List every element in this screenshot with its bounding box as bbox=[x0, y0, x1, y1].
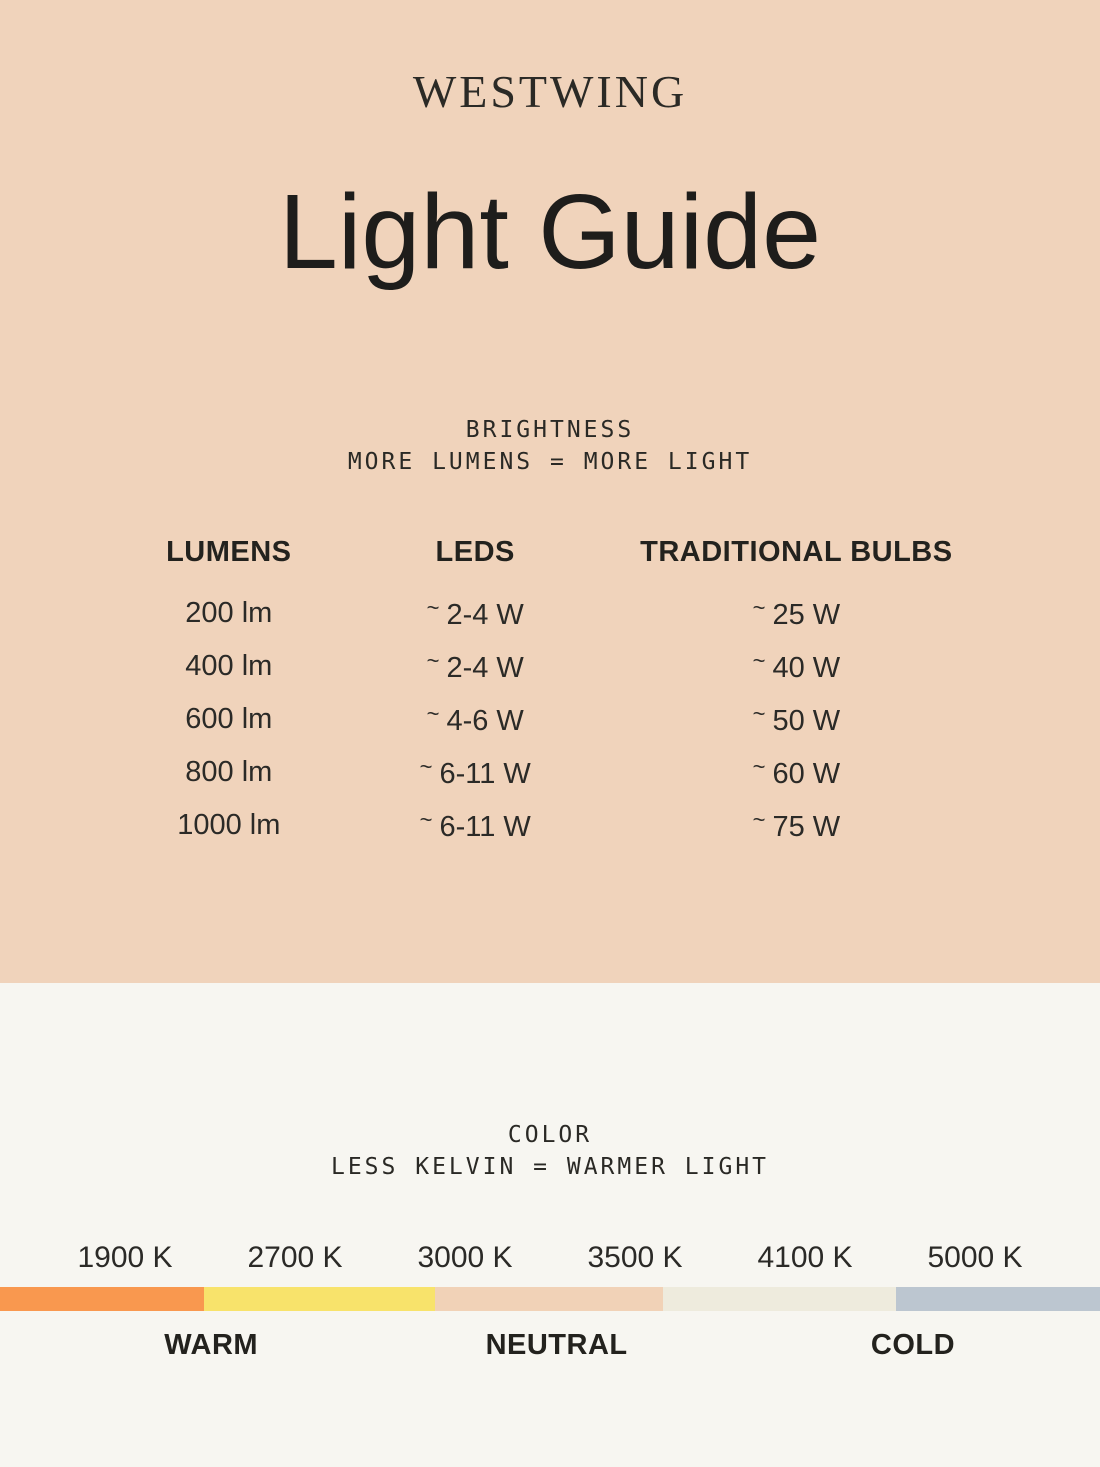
table-row bbox=[110, 799, 990, 852]
approx-symbol: ~ bbox=[752, 807, 766, 833]
kelvin-label: 2700 K bbox=[247, 1241, 343, 1274]
bulbs-value: ~ 60 W bbox=[752, 754, 841, 791]
leds-value: ~ 2-4 W bbox=[426, 648, 524, 685]
bulbs-value: ~ 40 W bbox=[752, 648, 841, 685]
col-header-leds: LEDS bbox=[435, 536, 515, 569]
bulbs-value: ~ 75 W bbox=[752, 807, 841, 844]
approx-symbol: ~ bbox=[752, 595, 766, 621]
col-header-traditional-bulbs: TRADITIONAL BULBS bbox=[640, 536, 953, 569]
kelvin-label: 3000 K bbox=[417, 1241, 513, 1274]
approx-symbol: ~ bbox=[419, 807, 433, 833]
kelvin-bar-segment-cold-blue bbox=[896, 1287, 1100, 1311]
color-heading: COLOR bbox=[507, 1122, 593, 1148]
bulbs-value: ~ 50 W bbox=[752, 701, 841, 738]
brightness-subheading: MORE LUMENS = MORE LIGHT bbox=[347, 449, 753, 476]
table-row bbox=[110, 746, 990, 799]
brand-logo: WESTWING bbox=[412, 66, 688, 117]
leds-value: ~ 6-11 W bbox=[419, 754, 531, 791]
kelvin-bar-segment-neutral-cream bbox=[663, 1287, 896, 1311]
color-section bbox=[0, 983, 1100, 1467]
approx-symbol: ~ bbox=[426, 701, 440, 727]
leds-value: ~ 6-11 W bbox=[419, 807, 531, 844]
leds-value: ~ 4-6 W bbox=[426, 701, 524, 738]
kelvin-label: 5000 K bbox=[927, 1241, 1023, 1274]
kelvin-bar-segment-neutral-peach bbox=[435, 1287, 664, 1311]
color-intro bbox=[0, 983, 1100, 1183]
zone-label-cold: COLD bbox=[870, 1329, 956, 1361]
lumens-value: 800 lm bbox=[185, 756, 273, 789]
kelvin-color-bar bbox=[0, 1287, 1100, 1311]
table-row bbox=[110, 640, 990, 693]
approx-symbol: ~ bbox=[426, 648, 440, 674]
approx-symbol: ~ bbox=[752, 648, 766, 674]
kelvin-label: 4100 K bbox=[757, 1241, 853, 1274]
kelvin-label: 3500 K bbox=[587, 1241, 683, 1274]
kelvin-bar-segment-warm-yellow bbox=[204, 1287, 435, 1311]
kelvin-bar-segment-warm-orange bbox=[0, 1287, 204, 1311]
brightness-heading: BRIGHTNESS bbox=[465, 417, 635, 444]
zone-label-warm: WARM bbox=[164, 1329, 259, 1361]
temperature-zone-labels bbox=[0, 1329, 1100, 1363]
lumens-value: 200 lm bbox=[185, 597, 273, 630]
page-title: Light Guide bbox=[278, 172, 822, 291]
color-subheading: LESS KELVIN = WARMER LIGHT bbox=[330, 1154, 770, 1180]
table-row bbox=[110, 693, 990, 746]
kelvin-labels-row bbox=[40, 1241, 1060, 1275]
kelvin-label: 1900 K bbox=[77, 1241, 173, 1274]
approx-symbol: ~ bbox=[419, 754, 433, 780]
bulbs-value: ~ 25 W bbox=[752, 595, 841, 632]
brightness-table bbox=[110, 526, 990, 852]
approx-symbol: ~ bbox=[752, 701, 766, 727]
lumens-value: 600 lm bbox=[185, 703, 273, 736]
approx-symbol: ~ bbox=[426, 595, 440, 621]
approx-symbol: ~ bbox=[752, 754, 766, 780]
zone-label-neutral: NEUTRAL bbox=[485, 1329, 628, 1361]
brightness-intro bbox=[0, 414, 1100, 478]
col-header-lumens: LUMENS bbox=[166, 536, 292, 569]
lumens-value: 1000 lm bbox=[177, 809, 281, 842]
lumens-value: 400 lm bbox=[185, 650, 273, 683]
leds-value: ~ 2-4 W bbox=[426, 595, 524, 632]
table-row bbox=[110, 587, 990, 640]
table-header-row bbox=[110, 526, 990, 579]
